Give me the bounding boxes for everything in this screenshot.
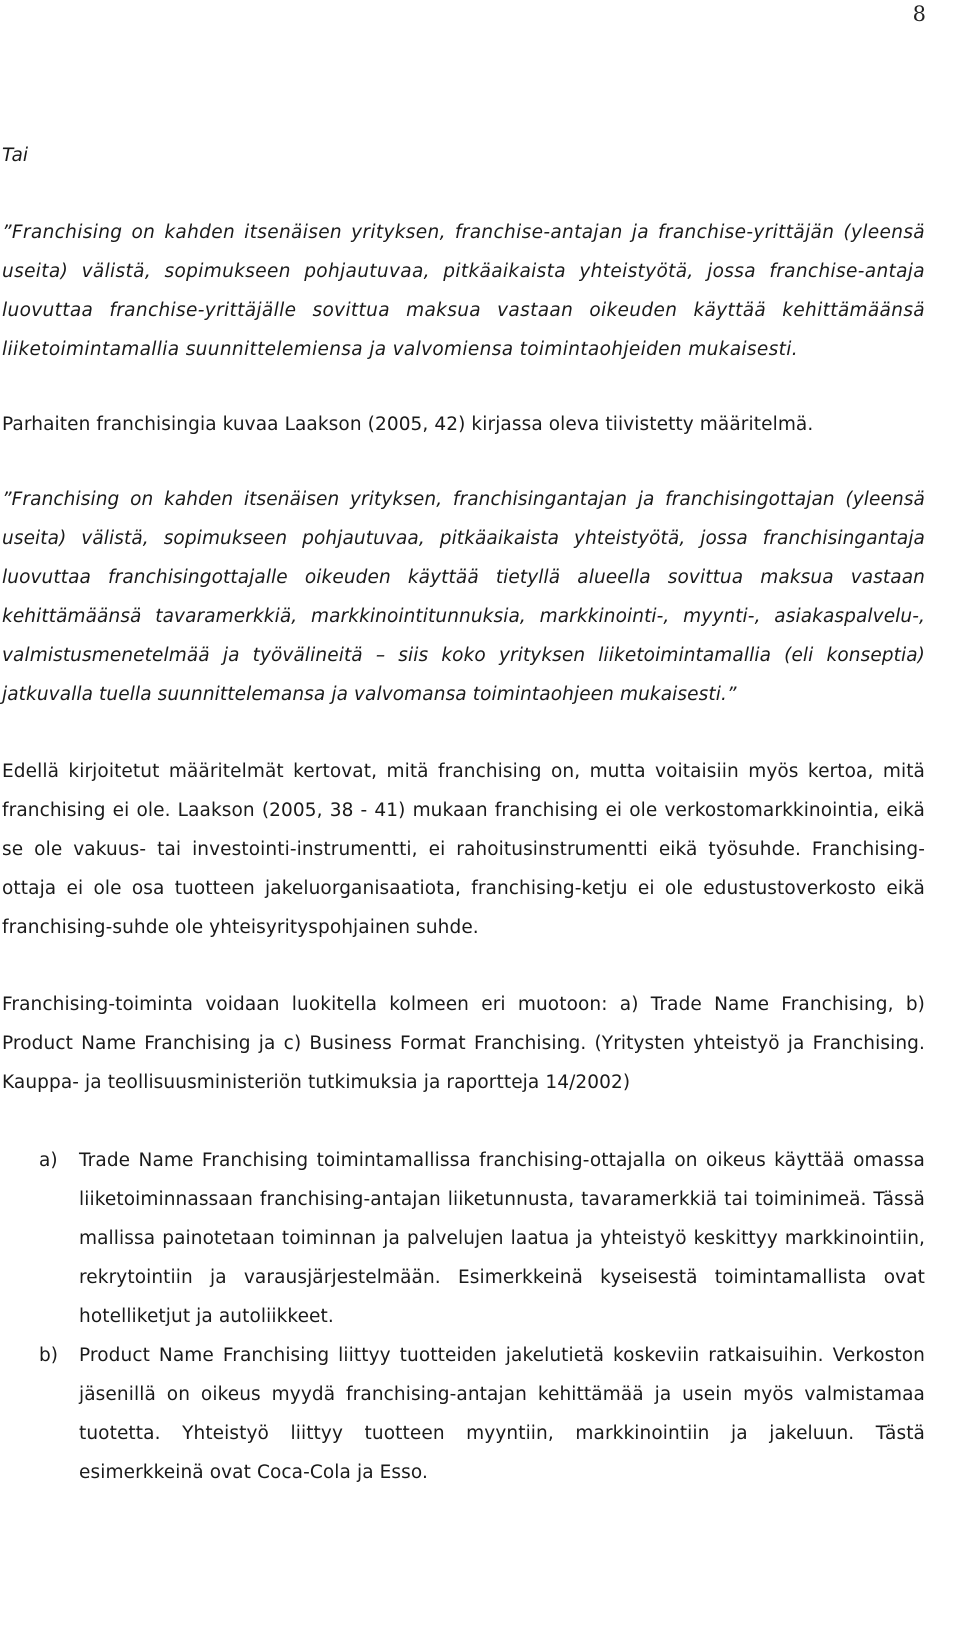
intro-paragraph: Parhaiten franchisingia kuvaa Laakson (2005, 42) kirjassa oleva tiivistetty määritelmä.	[2, 414, 814, 435]
list-item	[2, 1141, 925, 1336]
page-number: 8	[912, 2, 926, 26]
list-marker: a)	[39, 1150, 58, 1171]
tai-label: Tai	[2, 145, 29, 166]
document-body	[2, 136, 925, 1492]
list-item-text: Trade Name Franchising toimintamallissa franchising-ottajalla on oikeus käyttää omassa liiketoiminnassaan franchising-antajan liiketunnusta, tavaramerkkiä tai toiminimeä. Tässä mallissa painotetaan toiminnan ja palvelujen laatua ja yhteistyö keskittyy markkinointiin, rekrytointiin ja varausjärjestelmään. Esimerkkeinä kyseisestä toimintamallista ovat hotelliketjut ja autoliikkeet.	[79, 1150, 925, 1327]
list-item	[2, 1336, 925, 1492]
franchising-types-list	[2, 1141, 925, 1492]
definition-quote-2: ”Franchising on kahden itsenäisen yrityksen, franchisingantajan ja franchisingottajan (yleensä useita) välistä, sopimukseen pohjautuvaa, pitkäaikaista yhteistyötä, jossa franchisingantaja luovuttaa franchisingottajalle oikeuden käyttää tietyllä alueella sovittua maksua vastaan kehittämäänsä tavaramerkkiä, markkinointitunnuksia, markkinointi-, myynti-, asiakaspalvelu-, valmistusmenetelmää ja työvälineitä – siis koko yrityksen liiketoimintamallia (eli konseptia) jatkuvalla tuella suunnittelemansa ja valvomansa toimintaohjeen mukaisesti.”	[2, 489, 925, 705]
classification-paragraph: Franchising-toiminta voidaan luokitella kolmeen eri muotoon: a) Trade Name Franchising, b) Product Name Franchising ja c) Business Format Franchising. (Yritysten yhteistyö ja Franchising. Kauppa- ja teollisuusministeriön tutkimuksia ja raportteja 14/2002)	[2, 994, 925, 1093]
definition-quote-1: ”Franchising on kahden itsenäisen yrityksen, franchise-antajan ja franchise-yrittäjän (yleensä useita) välistä, sopimukseen pohjautuvaa, pitkäaikaista yhteistyötä, jossa franchise-antaja luovuttaa franchise-yrittäjälle sovittua maksua vastaan oikeuden käyttää kehittämäänsä liiketoimintamallia suunnittelemiensa ja valvomiensa toimintaohjeiden mukaisesti.	[2, 222, 925, 360]
list-marker: b)	[39, 1345, 58, 1366]
list-item-text: Product Name Franchising liittyy tuotteiden jakelutietä koskeviin ratkaisuihin. Verkoston jäsenillä on oikeus myydä franchising-antajan kehittämää ja usein myös valmistamaa tuotetta. Yhteistyö liittyy tuotteen myyntiin, markkinointiin ja jakeluun. Tästä esimerkkeinä ovat Coca-Cola ja Esso.	[79, 1345, 925, 1483]
definitions-paragraph: Edellä kirjoitetut määritelmät kertovat, mitä franchising on, mutta voitaisiin myös kertoa, mitä franchising ei ole. Laakson (2005, 38 - 41) mukaan franchising ei ole verkostomarkkinointia, eikä se ole vakuus- tai investointi-instrumentti, ei rahoitusinstrumentti eikä työsuhde. Franchising-ottaja ei ole osa tuotteen jakeluorganisaatiota, franchising-ketju ei ole edustustoverkosto eikä franchising-suhde ole yhteisyrityspohjainen suhde.	[2, 761, 925, 938]
